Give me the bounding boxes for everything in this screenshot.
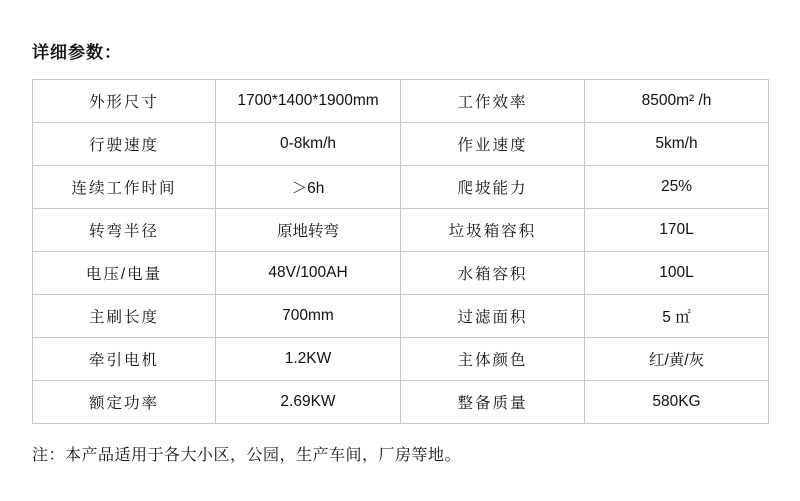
- spec-label: 水箱容积: [401, 252, 585, 295]
- spec-value: 5km/h: [585, 123, 769, 166]
- spec-value: 25%: [585, 166, 769, 209]
- table-row: [33, 338, 769, 381]
- table-row: [33, 252, 769, 295]
- footnote: 注：本产品适用于各大小区，公园，生产车间，厂房等地。: [32, 447, 462, 464]
- table-row: [33, 80, 769, 123]
- spec-value: 5 ㎡: [585, 295, 769, 338]
- spec-label: 爬坡能力: [401, 166, 585, 209]
- spec-value: ＞6h: [216, 166, 401, 209]
- spec-value: 1700*1400*1900mm: [216, 80, 401, 123]
- spec-value: 红/黄/灰: [585, 338, 769, 381]
- spec-label: 连续工作时间: [33, 166, 216, 209]
- spec-label: 工作效率: [401, 80, 585, 123]
- spec-value: 1.2KW: [216, 338, 401, 381]
- spec-label: 主刷长度: [33, 295, 216, 338]
- table-row: [33, 209, 769, 252]
- spec-value: 0-8km/h: [216, 123, 401, 166]
- spec-value: 580KG: [585, 381, 769, 424]
- spec-table-body: [33, 80, 769, 424]
- page-title: 详细参数：: [32, 43, 122, 62]
- spec-label: 垃圾箱容积: [401, 209, 585, 252]
- spec-value: 700mm: [216, 295, 401, 338]
- table-row: [33, 123, 769, 166]
- spec-label: 过滤面积: [401, 295, 585, 338]
- spec-label: 转弯半径: [33, 209, 216, 252]
- spec-label: 整备质量: [401, 381, 585, 424]
- table-row: [33, 166, 769, 209]
- spec-value: 170L: [585, 209, 769, 252]
- spec-label: 牵引电机: [33, 338, 216, 381]
- spec-value: 8500m² /h: [585, 80, 769, 123]
- spec-value: 100L: [585, 252, 769, 295]
- spec-label: 额定功率: [33, 381, 216, 424]
- spec-value: 原地转弯: [216, 209, 401, 252]
- spec-value: 2.69KW: [216, 381, 401, 424]
- specification-table: [32, 79, 769, 424]
- spec-label: 电压/电量: [33, 252, 216, 295]
- spec-label: 行驶速度: [33, 123, 216, 166]
- spec-label: 外形尺寸: [33, 80, 216, 123]
- spec-label: 主体颜色: [401, 338, 585, 381]
- table-row: [33, 295, 769, 338]
- spec-label: 作业速度: [401, 123, 585, 166]
- spec-value: 48V/100AH: [216, 252, 401, 295]
- table-row: [33, 381, 769, 424]
